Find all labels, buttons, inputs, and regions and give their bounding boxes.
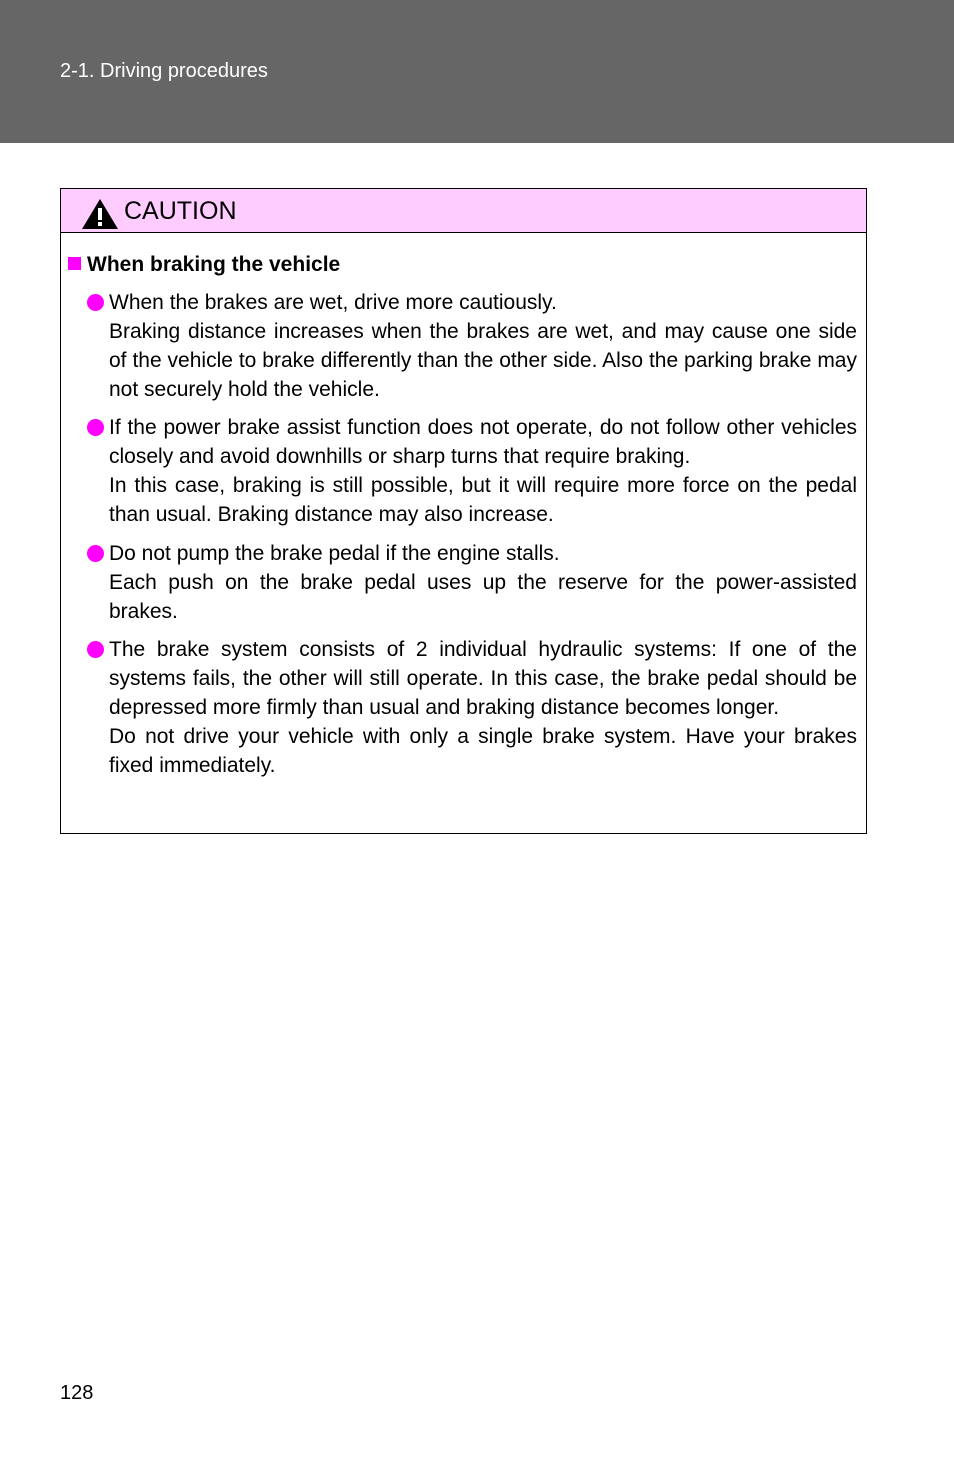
item-lead: If the power brake assist function does not operate, do not follow other vehicles closely and avoid downhills or sharp turns that require braking. [109,416,857,468]
list-item [109,635,857,780]
square-bullet-icon [68,257,81,270]
page-header-band [0,0,954,143]
bullet-dot-icon [87,641,104,658]
item-detail: Braking distance increases when the brakes are wet, and may cause one side of the vehicle to brake differently than the other side. Also the parking brake may not securely hold the vehicle. [109,320,857,401]
caution-subheading: When braking the vehicle [68,252,340,277]
section-label: 2-1. Driving procedures [60,60,268,82]
page-number: 128 [60,1382,94,1404]
item-detail: In this case, braking is still possible, but it will require more force on the pedal than usual. Braking distance may also increase. [109,474,857,526]
item-lead: Do not pump the brake pedal if the engine stalls. [109,542,560,565]
item-detail: Each push on the brake pedal uses up the reserve for the power-assisted brakes. [109,571,857,623]
item-lead: When the brakes are wet, drive more cautiously. [109,291,557,314]
list-item [109,539,857,626]
caution-title: CAUTION [124,197,237,225]
item-lead: The brake system consists of 2 individual hydraulic systems: If one of the systems fails, the other will still operate. In this case, the brake pedal should be depressed more firmly than usual and braking distance becomes longer. [109,638,857,719]
caution-header [61,189,866,233]
bullet-dot-icon [87,419,104,436]
bullet-dot-icon [87,294,104,311]
list-item [109,413,857,529]
bullet-dot-icon [87,545,104,562]
caution-box [60,188,867,834]
list-item [109,288,857,404]
item-detail: Do not drive your vehicle with only a single brake system. Have your brakes fixed immediately. [109,725,857,777]
warning-triangle-icon [81,198,119,230]
